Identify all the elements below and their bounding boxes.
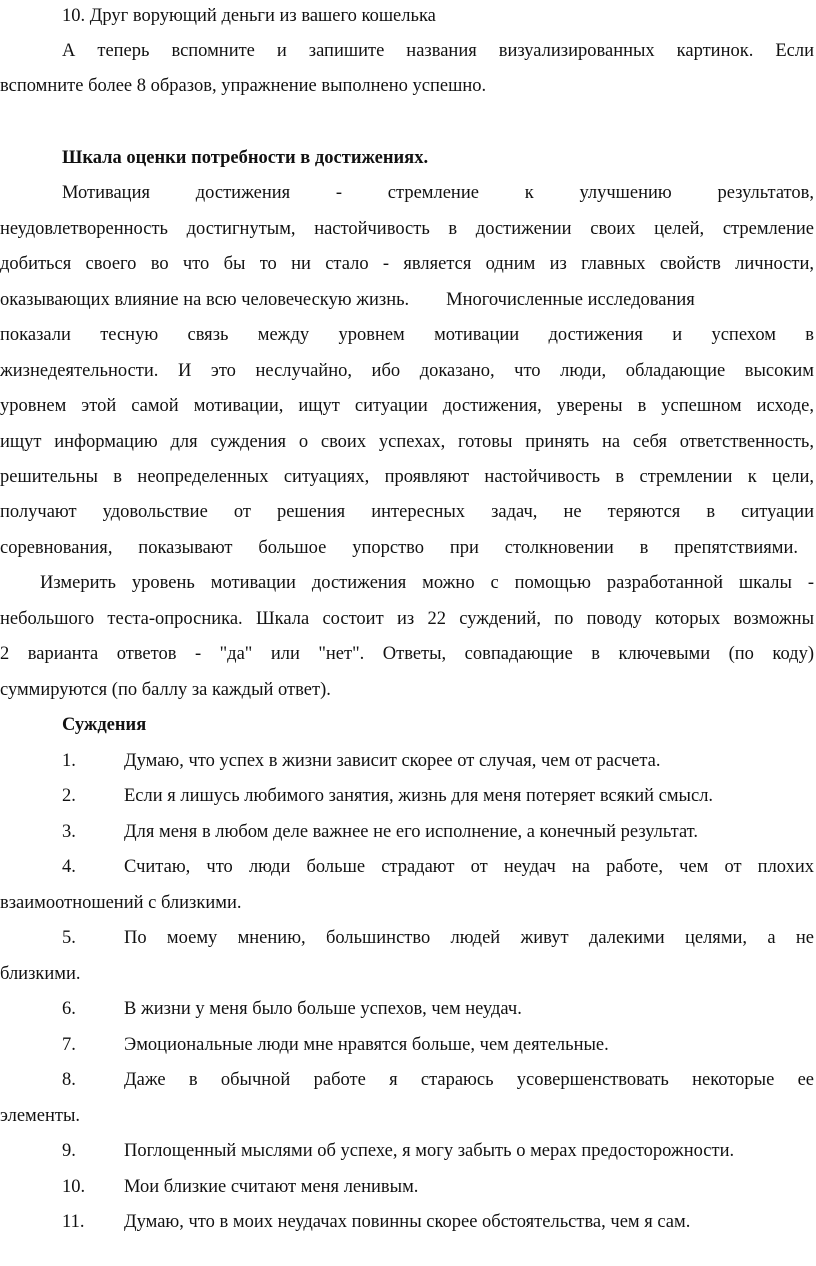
paragraph-line: уровнем этой самой мотивации, ищут ситуации достижения, уверены в успешном исходе, (0, 396, 814, 416)
item-continuation: близкими. (0, 964, 81, 984)
item-number: 10. (62, 1177, 86, 1197)
paragraph-line: решительны в неопределенных ситуациях, проявляют настойчивость в стремлении к цели, (0, 467, 814, 487)
item-number: 6. (62, 999, 76, 1019)
paragraph-line: небольшого теста-опросника. Шкала состоит из 22 суждений, по поводу которых возможны (0, 609, 814, 629)
item-continuation: взаимоотношений с близкими. (0, 893, 242, 913)
item-text: Мои близкие считают меня ленивым. (124, 1177, 419, 1197)
instruction-line-2: вспомните более 8 образов, упражнение выполнено успешно. (0, 76, 487, 96)
paragraph-line: ищут информацию для суждения о своих успехах, готовы принять на себя ответственность, (0, 432, 814, 452)
item-text: Для меня в любом деле важнее не его исполнение, а конечный результат. (124, 822, 699, 842)
item-text: Эмоциональные люди мне нравятся больше, чем деятельные. (124, 1035, 609, 1055)
statements-title: Суждения (62, 715, 147, 735)
item-continuation: элементы. (0, 1106, 81, 1126)
item-number: 1. (62, 751, 76, 771)
paragraph-line: получают удовольствие от решения интересных задач, не теряются в ситуации (0, 502, 814, 522)
paragraph-line: оказывающих влияние на всю человеческую жизнь. Многочисленные исследования (0, 290, 695, 310)
item-number: 8. (62, 1070, 76, 1090)
item-number: 3. (62, 822, 76, 842)
item-number: 11. (62, 1212, 85, 1232)
item-number: 2. (62, 786, 76, 806)
paragraph-line: жизнедеятельности. И это неслучайно, ибо доказано, что люди, обладающие высоким (0, 361, 814, 381)
instruction-line-1: А теперь вспомните и запишите названия визуализированных картинок. Если (62, 41, 814, 61)
item-number: 4. (62, 857, 76, 877)
item-text: Даже в обычной работе я стараюсь усовершенствовать некоторые ее (124, 1070, 814, 1090)
item-text: Считаю, что люди больше страдают от неудач на работе, чем от плохих (124, 857, 814, 877)
item-text: В жизни у меня было больше успехов, чем неудач. (124, 999, 522, 1019)
paragraph-line: добиться своего во что бы то ни стало - является одним из главных свойств личности, (0, 254, 814, 274)
item-text: Думаю, что в моих неудачах повинны скорее обстоятельства, чем я сам. (124, 1212, 691, 1232)
paragraph-line: Измерить уровень мотивации достижения можно с помощью разработанной шкалы - (40, 573, 814, 593)
item-10-text: 10. Друг ворующий деньги из вашего кошелька (62, 6, 436, 26)
paragraph-line: соревнования, показывают большое упорство при столкновении в препятствиями. (0, 538, 798, 558)
paragraph-line: Мотивация достижения - стремление к улучшению результатов, (62, 183, 814, 203)
item-number: 7. (62, 1035, 76, 1055)
paragraph-line: суммируются (по баллу за каждый ответ). (0, 680, 331, 700)
item-number: 9. (62, 1141, 76, 1161)
paragraph-line: неудовлетворенность достигнутым, настойчивость в достижении своих целей, стремление (0, 219, 814, 239)
paragraph-line: показали тесную связь между уровнем мотивации достижения и успехом в (0, 325, 814, 345)
item-text: Поглощенный мыслями об успехе, я могу забыть о мерах предосторожности. (124, 1141, 735, 1161)
item-number: 5. (62, 928, 76, 948)
item-text: По моему мнению, большинство людей живут далекими целями, а не (124, 928, 814, 948)
item-text: Думаю, что успех в жизни зависит скорее от случая, чем от расчета. (124, 751, 661, 771)
paragraph-line: 2 варианта ответов - "да" или "нет". Ответы, совпадающие в ключевыми (по коду) (0, 644, 814, 664)
item-text: Если я лишусь любимого занятия, жизнь для меня потеряет всякий смысл. (124, 786, 714, 806)
section-title: Шкала оценки потребности в достижениях. (62, 148, 429, 168)
